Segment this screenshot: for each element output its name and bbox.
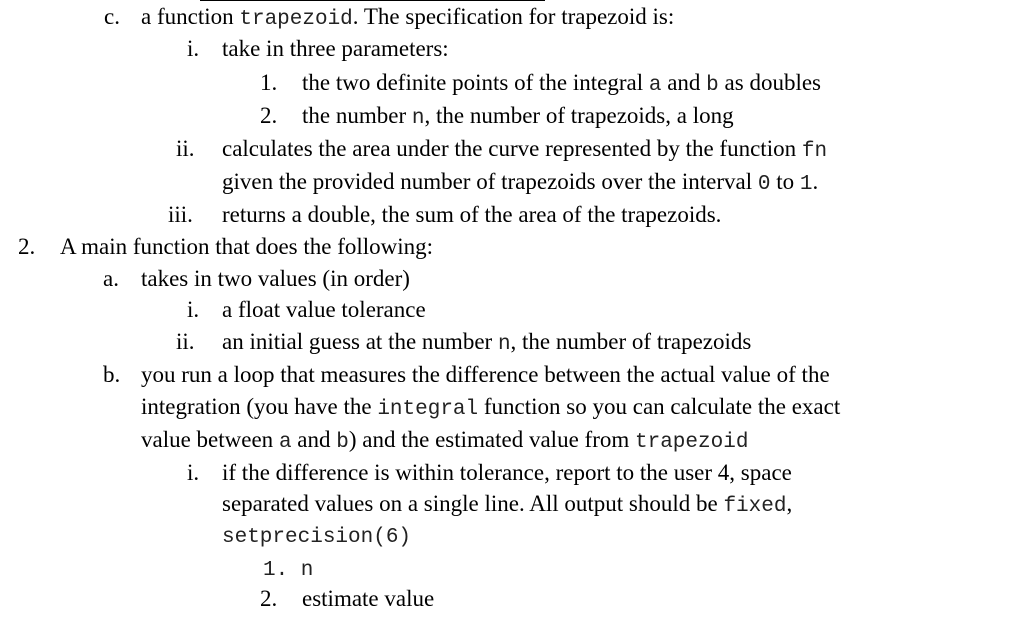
document-line [222,491,792,520]
body-text: to [770,169,800,194]
section-top-rule [200,0,545,1]
list-marker: 2. [260,103,278,128]
code-text: integral [377,398,479,421]
body-text: value between [141,427,279,452]
list-marker: a. [103,266,119,291]
code-text: n [497,333,511,356]
body-text: the two definite points of the integral [302,70,649,95]
list-marker: ii. [176,136,195,161]
document-line [60,234,433,260]
code-text: n [411,107,425,130]
document-line [222,522,411,551]
list-marker: i. [187,36,200,61]
code-text: trapezoid [635,431,749,454]
body-text: an initial guess at the number [222,329,498,354]
body-text: given the provided number of trapezoids over the interval [222,169,758,194]
document-line [141,394,840,423]
list-marker: 2. [260,586,278,611]
body-text: and [661,70,707,95]
document-line [222,202,721,228]
body-text: integration (you have the [141,394,378,419]
body-text: a function [141,4,240,29]
code-text: setprecision(6) [222,526,412,549]
code-text: fn [801,140,828,163]
document-line [222,329,751,358]
body-text: if the difference is within tolerance, report to the user 4, space [222,460,792,485]
code-text: 1 [799,173,813,196]
body-text: , [786,491,793,516]
document-line [141,4,674,33]
list-marker: 2. [18,234,36,259]
body-text: you run a loop that measures the difference between the actual value of the [141,362,830,387]
code-text: 1. n [263,559,314,582]
document-line [222,136,827,165]
list-marker: iii. [168,202,193,227]
body-text: a float value tolerance [222,297,426,322]
body-text: calculates the area under the curve represented by the function [222,136,802,161]
body-text: , the number of trapezoids, a long [424,103,734,128]
list-marker: 1. [260,70,278,95]
body-text: take in three parameters: [222,36,449,61]
code-text: 0 [757,173,771,196]
code-text: a [278,431,292,454]
body-text: as doubles [718,70,821,95]
code-text: a [648,74,662,97]
document-line [302,586,434,612]
list-marker: b. [103,362,121,387]
body-text: and [291,427,337,452]
document-line [141,266,410,292]
document-line [222,297,426,323]
code-text: b [336,431,349,454]
document-line [141,427,748,456]
body-text: ) and the estimated value from [348,427,635,452]
list-marker: i. [187,297,200,322]
code-text: fixed [723,495,787,518]
body-text: , the number of trapezoids [510,329,752,354]
document-line [222,169,818,198]
document-line [141,362,830,388]
body-text: takes in two values (in order) [141,266,410,291]
document-line [302,70,821,99]
list-marker: c. [104,4,120,29]
body-text: returns a double, the sum of the area of the trapezoids. [222,202,722,227]
body-text: the number [302,103,412,128]
body-text: A main function that does the following: [60,234,434,259]
list-marker: i. [187,460,200,485]
document-line [302,103,734,132]
body-text: separated values on a single line. All output should be [222,491,724,516]
code-text: b [706,74,719,97]
list-marker: ii. [176,329,195,354]
document-line [222,36,449,62]
body-text: . [812,169,819,194]
body-text: function so you can calculate the exact [478,394,841,419]
document-line [263,555,313,584]
code-text: trapezoid [239,8,353,31]
body-text: . The specification for trapezoid is: [352,4,675,29]
body-text: estimate value [302,586,435,611]
document-line [222,460,792,486]
